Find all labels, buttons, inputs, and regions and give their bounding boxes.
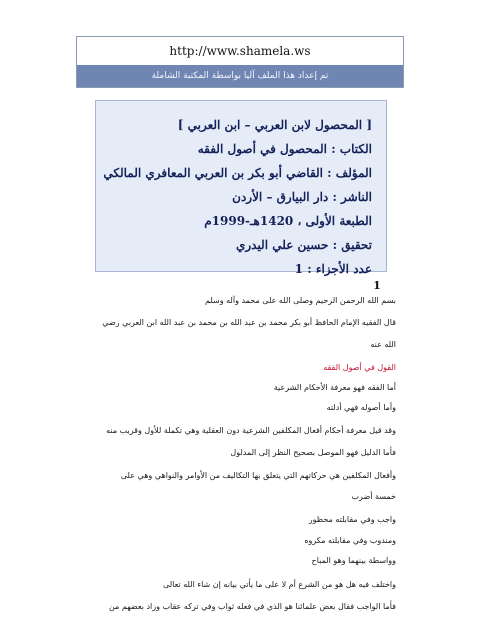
text-line: خمسة أضرب (351, 492, 396, 501)
info-edition: الطبعة الأولى ، 1420هـ-1999م (204, 214, 372, 228)
info-book-title: [ المحصول لابن العربي – ابن العربي ] (177, 118, 372, 132)
text-line: وأما أصوله فهي أدلته (326, 403, 396, 412)
text-line: أما الفقه فهو معرفة الأحكام الشرعية (273, 383, 396, 392)
text-line: وواسطة بينهما وهو المباح (311, 556, 396, 565)
text-line: فأما الواجب فقال بعض علمائنا هو الذي في فعله ثواب وفي تركه عقاب وزاد بعضهم من (108, 602, 396, 611)
text-line: وأفعال المكلفين هي حركاتهم التي يتعلق بها التكاليف من الأوامر والنواهي وهي على (120, 471, 396, 480)
text-line: قال الفقيه الإمام الحافظ أبو بكر محمد بن عبد الله بن محمد بن عبد الله ابن العربي رضي (102, 318, 396, 327)
site-url[interactable]: http://www.shamela.ws (77, 37, 403, 66)
info-editor: تحقيق : حسين علي اليدري (235, 238, 372, 252)
page-number: 1 (373, 279, 381, 292)
text-line: الله عنه (370, 340, 396, 349)
text-line: واجب وفي مقابلته محظور (308, 515, 396, 524)
info-publisher: الناشر : دار البيارق – الأردن (232, 190, 372, 204)
info-book: الكتاب : المحصول في أصول الفقه (197, 142, 372, 156)
body-text (84, 0, 396, 640)
section-heading: القول في أصول الفقه (323, 363, 396, 372)
header-subtitle: تم إعداد هذا الملف آليا بواسطة المكتبة الشاملة (77, 65, 403, 87)
text-line: واختلف فيه هل هو من الشرع أم لا على ما يأتي بيانه إن شاء الله تعالى (163, 580, 396, 589)
info-volumes: عدد الأجزاء : 1 (294, 262, 372, 276)
text-line: فأما الدليل فهو الموصل بصحيح النظر إلى المدلول (230, 448, 396, 457)
text-line: بسم الله الرحمن الرحيم وصلى الله على محمد وآله وسلم (205, 296, 396, 305)
text-line: ومندوب وفي مقابلته مكروه (304, 536, 396, 545)
text-line: وقد قيل معرفة أحكام أفعال المكلفين الشرعية دون العقلية وهي تكملة للأول وقريب منه (106, 426, 396, 435)
info-author: المؤلف : القاضي أبو بكر بن العربي المعافري المالكي (103, 166, 372, 180)
